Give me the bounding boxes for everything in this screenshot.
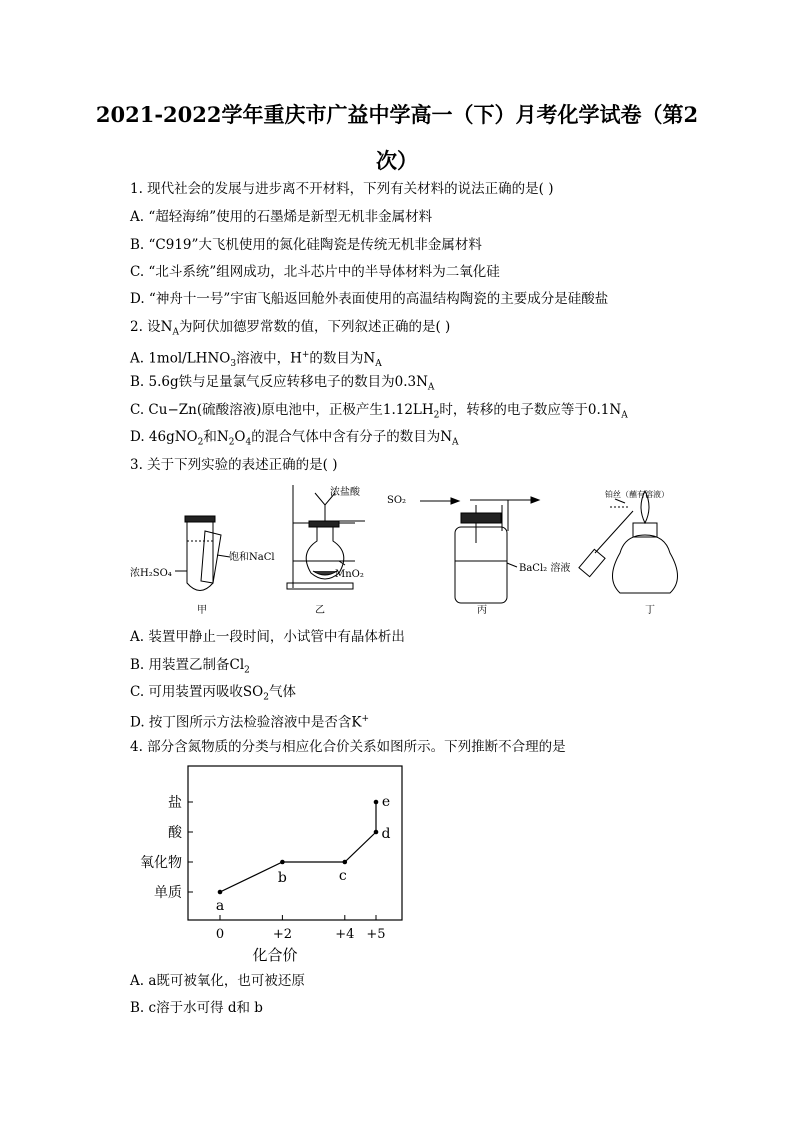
data-point-e xyxy=(374,800,379,805)
data-point-c xyxy=(343,860,348,865)
x-tick-label: +5 xyxy=(366,927,386,942)
question-4-stem: 4. 部分含氮物质的分类与相应化合价关系如图所示。下列推断不合理的是 xyxy=(130,739,566,755)
yi-mno2-label: MnO₂ xyxy=(335,569,364,580)
jia-acid-label: 浓H₂SO₄ xyxy=(130,568,172,579)
x-tick-label: 0 xyxy=(215,927,225,942)
q2-option-d: D. 46gNO$_2$和$N_2O_4$的混合气体中含有分子的数目为$N_A$ xyxy=(130,429,459,448)
bing-so2-label: SO₂ xyxy=(387,495,407,506)
y-tick-label: 单质 xyxy=(154,885,182,901)
data-label-b: b xyxy=(277,870,287,886)
q1-option-b: B. “C919”大飞机使用的氮化硅陶瓷是传统无机非金属材料 xyxy=(130,237,482,253)
y-tick-label: 酸 xyxy=(168,825,182,841)
data-label-c: c xyxy=(338,868,347,884)
q4-option-a: A. a既可被氧化，也可被还原 xyxy=(130,973,305,989)
data-point-d xyxy=(374,830,379,835)
y-tick-label: 氧化物 xyxy=(140,855,182,871)
page-title: 2021-2022学年重庆市广益中学高一（下）月考化学试卷（第2次） xyxy=(95,102,699,173)
data-label-d: d xyxy=(381,826,391,842)
chart-frame xyxy=(188,766,402,920)
question-2-stem: 2. 设$N_A$为阿伏加德罗常数的值，下列叙述正确的是( ) xyxy=(130,319,451,338)
nitrogen-valence-chart xyxy=(140,762,410,967)
yi-hcl-label: 浓盐酸 xyxy=(330,487,360,498)
y-tick-label: 盐 xyxy=(168,795,182,811)
x-tick-label: +2 xyxy=(272,927,292,942)
question-1-stem: 1. 现代社会的发展与进步离不开材料，下列有关材料的说法正确的是( ) xyxy=(130,181,554,197)
x-axis-label: 化合价 xyxy=(252,946,298,964)
q3-option-d: D. 按丁图所示方法检验溶液中是否含K+ xyxy=(130,714,370,731)
apparatus-bing xyxy=(420,497,539,603)
yi-caption: 乙 xyxy=(315,605,325,616)
q1-option-d: D. “神舟十一号”宇宙飞船返回舱外表面使用的高温结构陶瓷的主要成分是硅酸盐 xyxy=(130,291,609,307)
question-3-stem: 3. 关于下列实验的表述正确的是( ) xyxy=(130,457,338,473)
x-tick-label: +4 xyxy=(335,927,355,942)
q3-option-b: B. 用装置乙制备$Cl_2$ xyxy=(130,657,250,676)
bing-bacl2-label: BaCl₂ 溶液 xyxy=(519,563,571,574)
bing-caption: 丙 xyxy=(477,605,487,616)
experiment-apparatus-figure xyxy=(125,483,700,618)
data-point-b xyxy=(280,860,285,865)
jia-nacl-label: 饱和NaCl xyxy=(229,552,275,563)
q1-option-c: C. “北斗系统”组网成功，北斗芯片中的半导体材料为二氧化硅 xyxy=(130,264,500,280)
data-label-a: a xyxy=(215,898,225,914)
series-line xyxy=(220,802,376,892)
q2-option-b: B. 5.6g铁与足量氯气反应转移电子的数目为$0.3N_A$ xyxy=(130,374,435,393)
q4-option-b: B. c溶于水可得 d和 b xyxy=(130,1000,263,1016)
apparatus-jia xyxy=(175,516,230,591)
data-label-e: e xyxy=(381,794,391,810)
jia-caption: 甲 xyxy=(197,605,207,616)
q2-option-c: C. Cu−Zn(硫酸溶液)原电池中，正极产生$1.12LH_2$时，转移的电子数应等于$0.1N_A$ xyxy=(130,402,628,421)
q1-option-a: A. “超轻海绵”使用的石墨烯是新型无机非金属材料 xyxy=(130,209,433,225)
q3-option-c: C. 可用装置丙吸收$SO_2$气体 xyxy=(130,684,296,703)
data-point-a xyxy=(218,890,223,895)
q2-option-a: A. $1mol/LHNO_3$溶液中，H+的数目为$N_A$ xyxy=(130,350,382,370)
ding-wire-label: 铂丝（蘸有溶液） xyxy=(605,490,669,499)
apparatus-ding xyxy=(579,491,678,593)
q3-option-a: A. 装置甲静止一段时间，小试管中有晶体析出 xyxy=(130,629,405,645)
ding-caption: 丁 xyxy=(645,605,655,616)
